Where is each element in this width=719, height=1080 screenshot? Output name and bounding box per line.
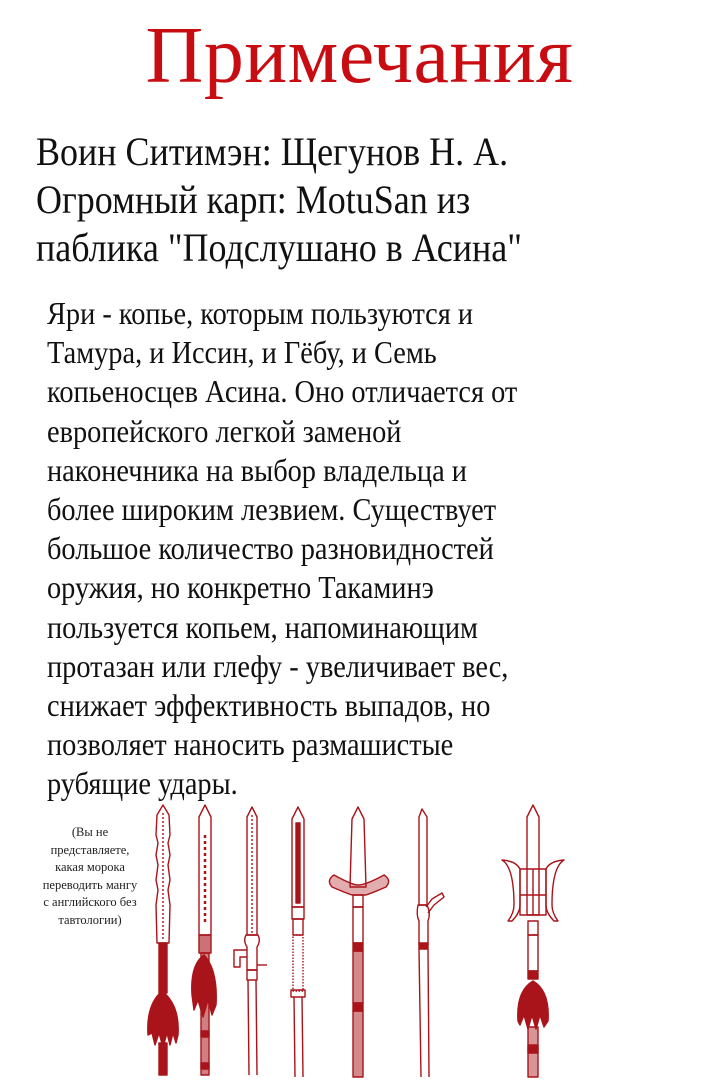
note-line: пользуется копьем, напоминающим bbox=[47, 609, 478, 645]
note-line: позволяет наносить размашистые bbox=[47, 727, 454, 763]
note-line: более широким лезвием. Существует bbox=[47, 492, 497, 528]
yari-note bbox=[47, 294, 517, 804]
aside-line: какая морока bbox=[55, 860, 125, 874]
note-line: снижает эффективность выпадов, но bbox=[47, 688, 491, 724]
spear-hooked-collar-icon bbox=[234, 807, 267, 1075]
note-line: европейского легкой заменой bbox=[47, 413, 402, 449]
note-line: копьеносцев Асина. Оно отличается от bbox=[47, 374, 518, 410]
spears-illustration bbox=[140, 795, 580, 1080]
credits-block bbox=[36, 128, 522, 272]
note-line: Яри - копье, которым пользуются и bbox=[47, 296, 474, 331]
spear-grooved-blade-icon bbox=[291, 807, 305, 1077]
note-line: оружия, но конкретно Такаминэ bbox=[47, 570, 434, 606]
note-line: рубящие удары. bbox=[47, 766, 238, 802]
aside-line: с английского без bbox=[43, 895, 137, 909]
spear-crossbar-icon bbox=[329, 807, 388, 1077]
spear-wavy-blade-tassel-icon bbox=[148, 805, 178, 1075]
aside-line: (Вы не bbox=[71, 825, 109, 839]
translator-aside bbox=[28, 824, 152, 929]
spear-ornate-lattice-tassel-icon bbox=[502, 805, 564, 1077]
note-line: протазан или глефу - увеличивает вес, bbox=[47, 648, 509, 684]
aside-line: переводить мангу bbox=[42, 877, 138, 892]
credit-line: паблика "Подслушано в Асина" bbox=[36, 225, 522, 270]
note-line: Тамура, и Иссин, и Гёбу, и Семь bbox=[47, 335, 437, 371]
credit-line: Воин Ситимэн: Щегунов Н. А. bbox=[36, 129, 509, 174]
note-line: большое количество разновидностей bbox=[47, 531, 494, 567]
page-title: Примечания bbox=[145, 12, 574, 100]
aside-line: тавтологии) bbox=[58, 912, 122, 927]
spear-engraved-blade-tassel-icon bbox=[192, 805, 217, 1075]
spear-side-branch-icon bbox=[417, 809, 444, 1077]
credit-line: Огромный карп: MotuSan из bbox=[36, 177, 471, 222]
note-line: наконечника на выбор владельца и bbox=[47, 452, 467, 488]
aside-line: представляете, bbox=[50, 842, 130, 857]
